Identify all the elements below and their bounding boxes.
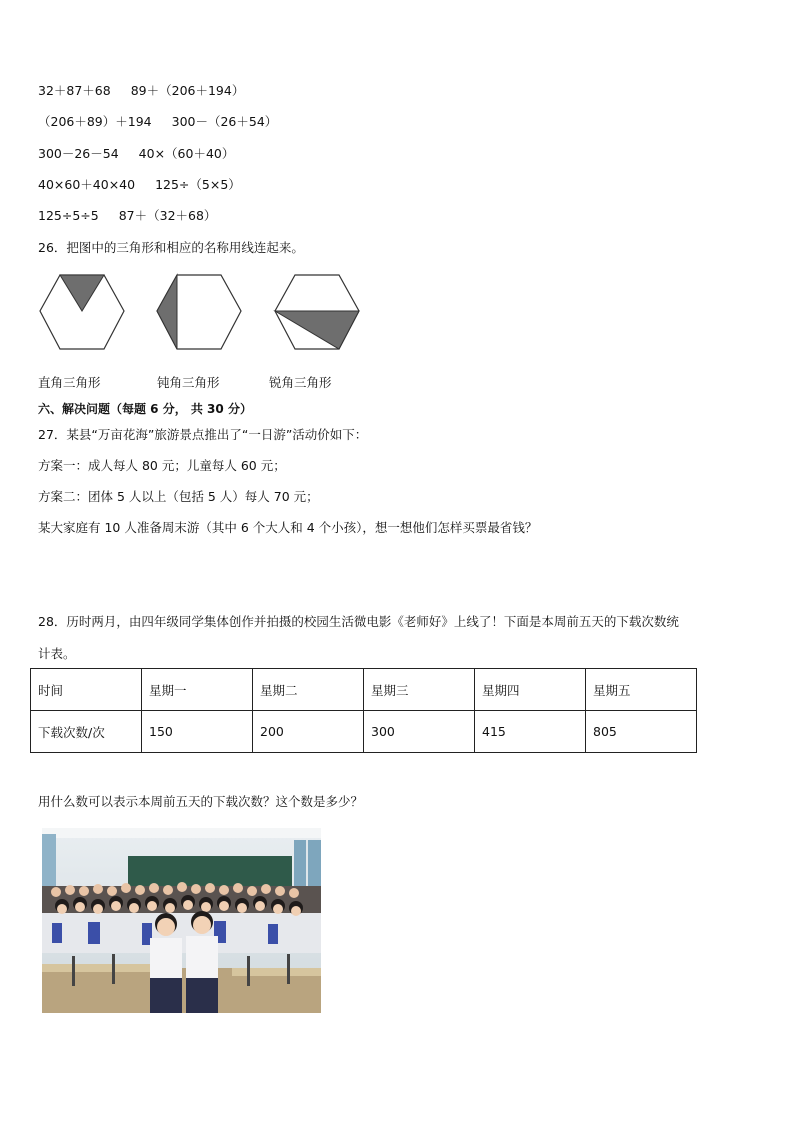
q28-text-line-1: 28．历时两月，由四年级同学集体创作并拍摄的校园生活微电影《老师好》上线了！下面是本周前五天的下载次数统 xyxy=(38,614,679,629)
calc-expr: 40×60＋40×40 xyxy=(38,177,136,192)
q26-text: 26．把图中的三角形和相应的名称用线连起来。 xyxy=(38,240,304,255)
hexagon-right-shaded xyxy=(273,273,361,351)
q27-intro: 27．某县“万亩花海”旅游景点推出了“一日游”活动价如下： xyxy=(38,427,368,442)
calc-expr: 87＋（32＋68） xyxy=(118,208,217,223)
q28-text-line-2: 计表。 xyxy=(38,646,76,661)
class-photo-illustration xyxy=(42,828,321,1013)
calc-line-4 xyxy=(38,177,241,193)
table-cell: 星期三 xyxy=(364,669,475,711)
table-cell: 300 xyxy=(364,711,475,753)
calc-line-1 xyxy=(38,83,244,99)
q28-question: 用什么数可以表示本周前五天的下载次数？这个数是多少？ xyxy=(38,794,364,809)
table-cell: 星期五 xyxy=(586,669,697,711)
q27-plan-2: 方案二：团体 5 人以上（包括 5 人）每人 70 元； xyxy=(38,489,319,504)
table-cell: 805 xyxy=(586,711,697,753)
calc-expr: （206＋89）＋194 xyxy=(38,114,152,129)
calc-expr: 89＋（206＋194） xyxy=(130,83,245,98)
calc-expr: 125÷5÷5 xyxy=(38,208,99,223)
calc-line-5 xyxy=(38,208,216,224)
table-cell: 下载次数/次 xyxy=(31,711,142,753)
table-cell: 时间 xyxy=(31,669,142,711)
calc-expr: 40×（60＋40） xyxy=(138,146,235,161)
section-6-heading: 六、解决问题（每题 6 分， 共 30 分） xyxy=(38,402,252,416)
table-cell: 150 xyxy=(142,711,253,753)
q27-question: 某大家庭有 10 人准备周末游（其中 6 个大人和 4 个小孩），想一想他们怎样买票最省钱？ xyxy=(38,520,538,535)
label-right-triangle: 直角三角形 xyxy=(38,375,101,390)
table-cell: 星期二 xyxy=(253,669,364,711)
label-acute-triangle: 锐角三角形 xyxy=(269,375,332,390)
label-obtuse-triangle: 钝角三角形 xyxy=(157,375,220,390)
calc-expr: 125÷（5×5） xyxy=(155,177,241,192)
table-cell: 200 xyxy=(253,711,364,753)
hexagon-obtuse-shaded xyxy=(155,273,243,351)
hexagon-acute-shaded xyxy=(38,273,126,351)
calc-line-3 xyxy=(38,146,234,162)
calc-line-2 xyxy=(38,114,277,130)
calc-expr: 32＋87＋68 xyxy=(38,83,111,98)
table-cell: 星期一 xyxy=(142,669,253,711)
q27-plan-1: 方案一：成人每人 80 元；儿童每人 60 元； xyxy=(38,458,286,473)
table-header-row xyxy=(31,669,697,711)
calc-expr: 300－（26＋54） xyxy=(171,114,278,129)
class-photo xyxy=(42,828,321,1013)
table-cell: 星期四 xyxy=(475,669,586,711)
download-table xyxy=(30,668,697,753)
table-cell: 415 xyxy=(475,711,586,753)
calc-expr: 300－26－54 xyxy=(38,146,119,161)
table-row xyxy=(31,711,697,753)
